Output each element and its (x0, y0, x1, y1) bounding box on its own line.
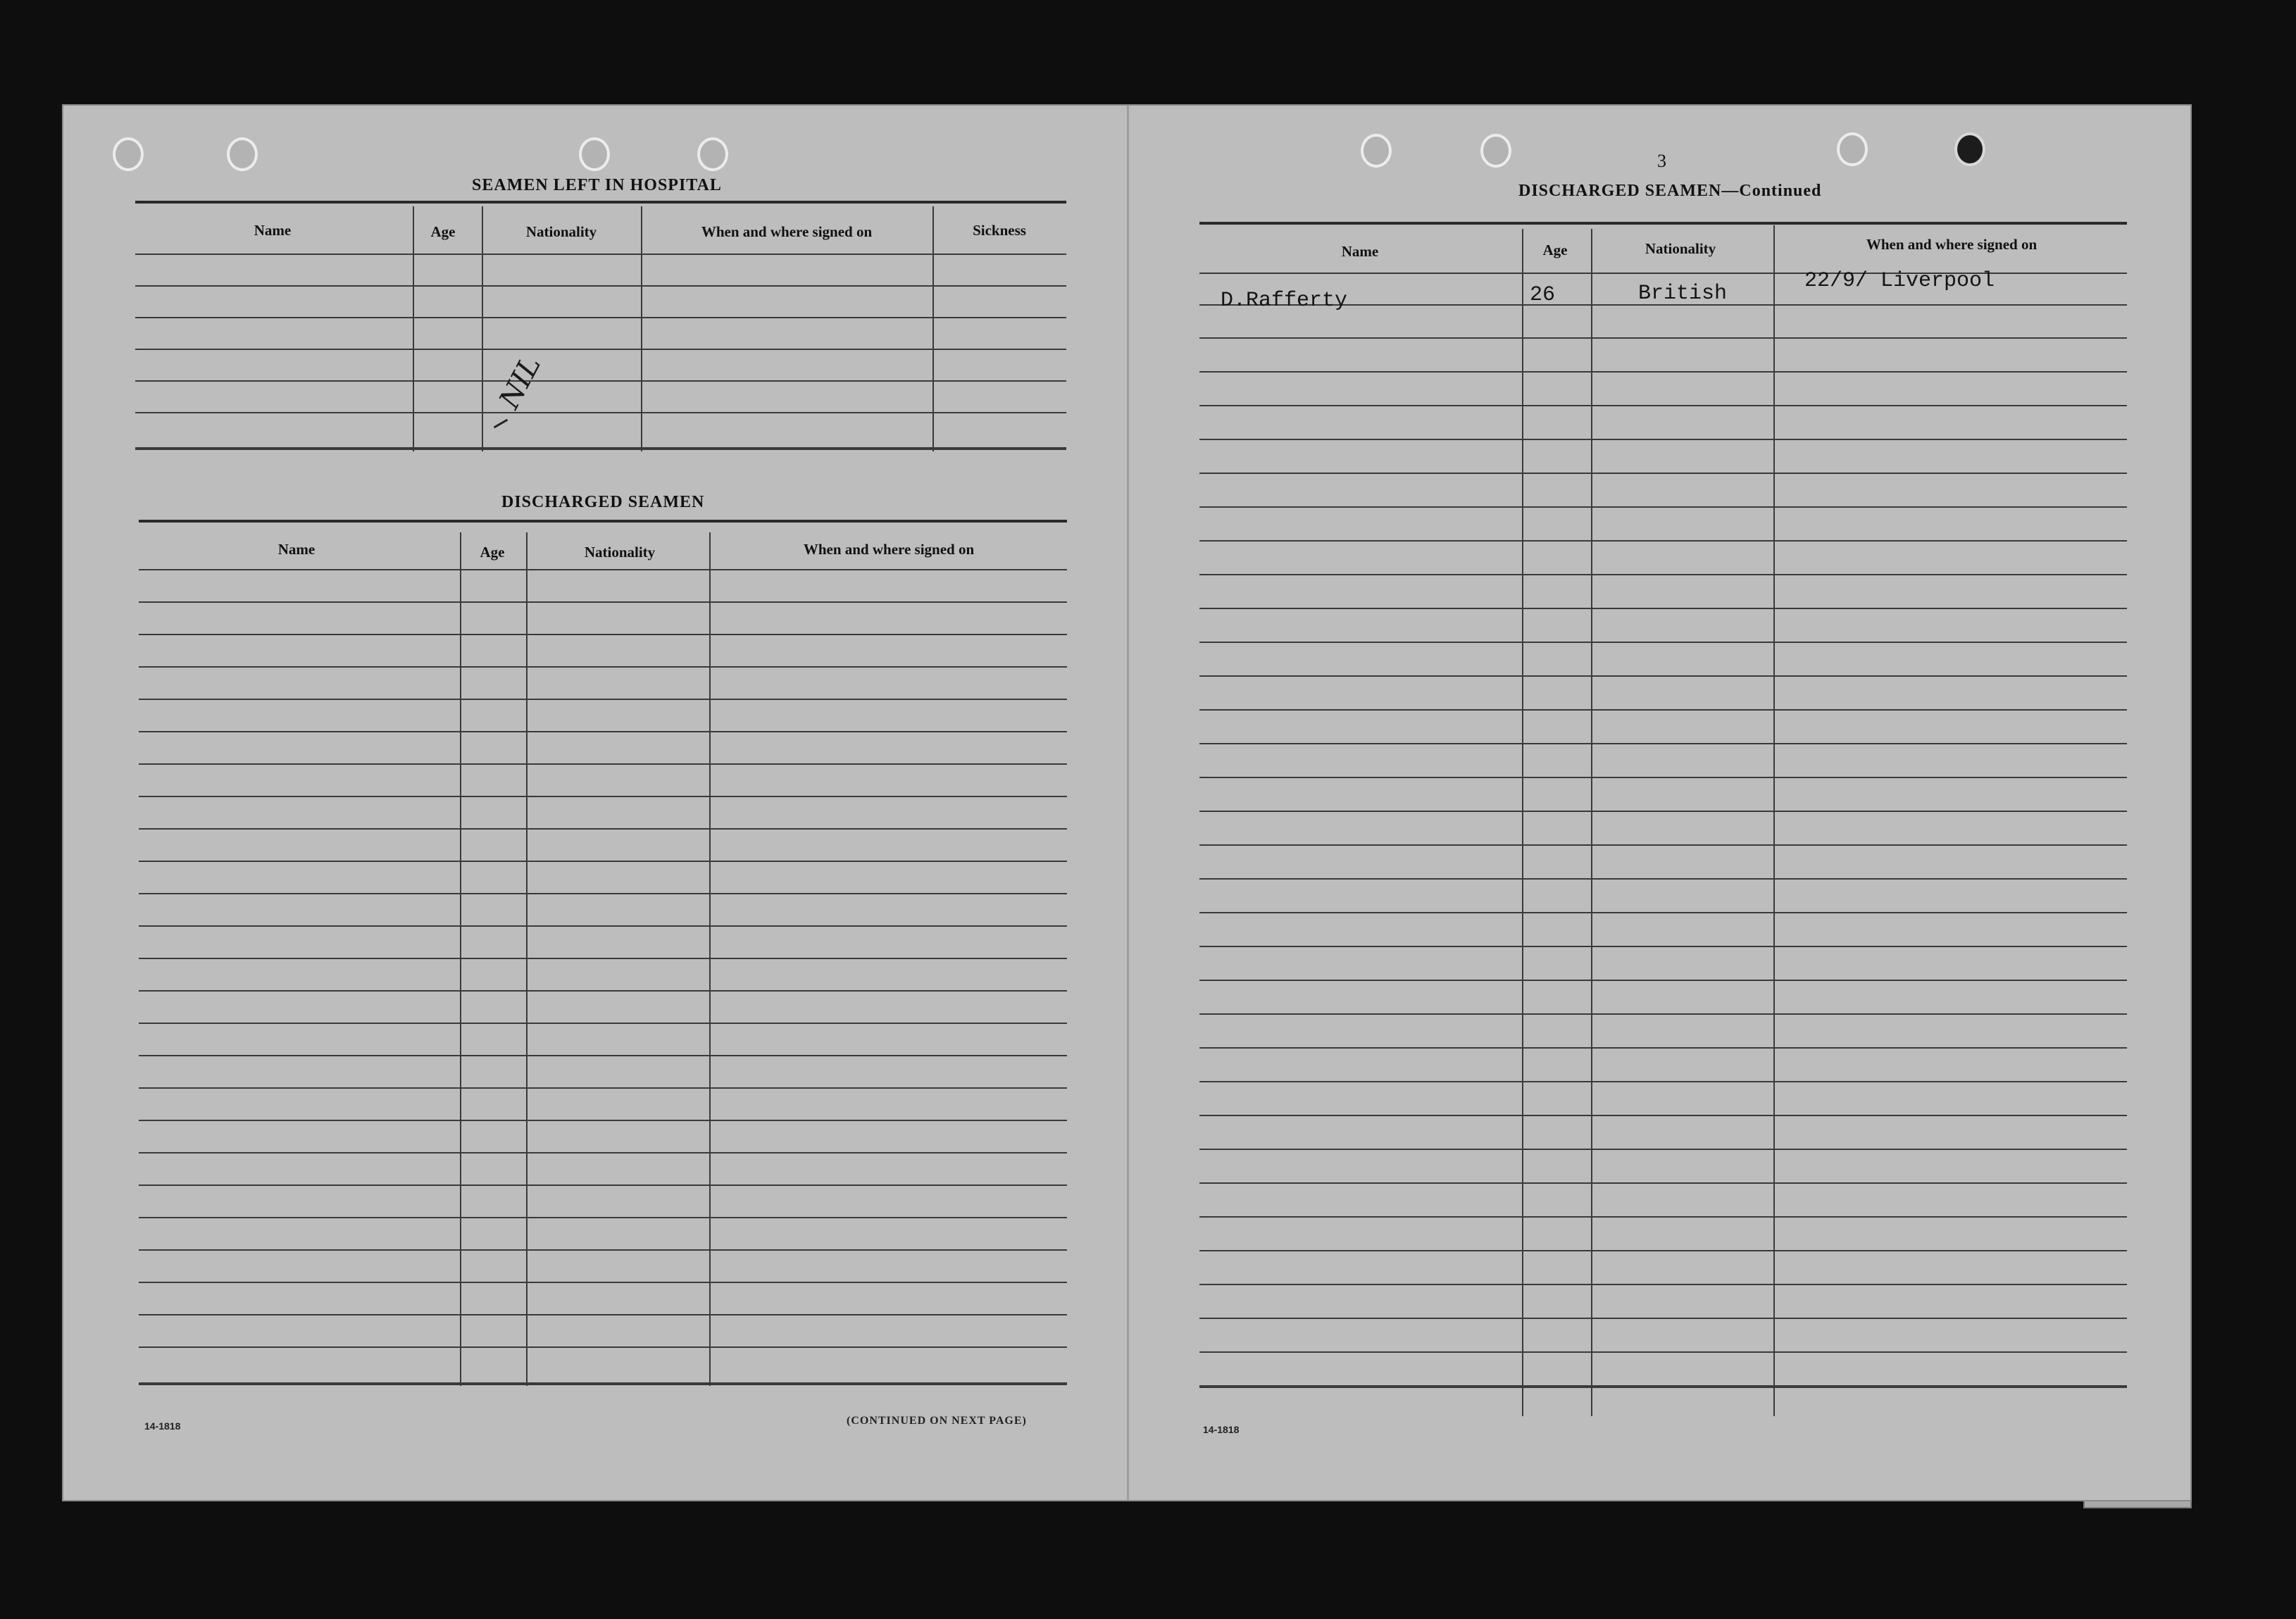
col-header-name: Name (277, 541, 316, 558)
continued-footer: (CONTINUED ON NEXT PAGE) (847, 1415, 1027, 1427)
col-header-signed-on: When and where signed on (1866, 236, 2038, 253)
form-number-right: 14-1818 (1203, 1424, 1240, 1435)
col-header-signed-on: When and where signed on (803, 541, 975, 558)
form-number-left: 14-1818 (144, 1420, 181, 1432)
page-number: 3 (1657, 151, 1666, 171)
discharged-section-title: DISCHARGED SEAMEN (501, 493, 705, 511)
col-header-name: Name (254, 222, 292, 239)
discharged-continued-title: DISCHARGED SEAMEN—Continued (1518, 182, 1822, 200)
punch-hole (1954, 132, 1985, 166)
punch-hole (113, 137, 144, 171)
handwritten-nil-entry: NIL (493, 351, 548, 414)
col-header-name: Name (1341, 243, 1379, 260)
col-header-nationality: Nationality (584, 544, 656, 561)
col-header-nationality: Nationality (525, 223, 597, 240)
hospital-table (135, 201, 1066, 468)
page-gutter (1127, 106, 1129, 1500)
col-header-age: Age (1542, 242, 1568, 258)
punch-hole (1837, 132, 1868, 166)
punch-hole (697, 137, 728, 171)
col-header-signed-on: When and where signed on (701, 223, 873, 240)
discharged-table-right (1199, 222, 2127, 1412)
punch-hole (227, 137, 258, 171)
entry-signed-on: 22/9/ Liverpool (1804, 269, 1995, 293)
hospital-section-title: SEAMEN LEFT IN HOSPITAL (472, 176, 722, 194)
col-header-nationality: Nationality (1645, 240, 1716, 257)
col-header-sickness: Sickness (973, 222, 1026, 239)
entry-nationality: British (1638, 282, 1728, 306)
col-header-age: Age (480, 544, 505, 561)
punch-hole (1480, 134, 1511, 168)
entry-name: D.Rafferty (1221, 289, 1348, 313)
entry-age: 26 (1530, 283, 1556, 307)
col-header-age: Age (430, 223, 456, 240)
discharged-table-left (139, 520, 1067, 1408)
punch-hole (579, 137, 610, 171)
punch-hole (1361, 134, 1392, 168)
